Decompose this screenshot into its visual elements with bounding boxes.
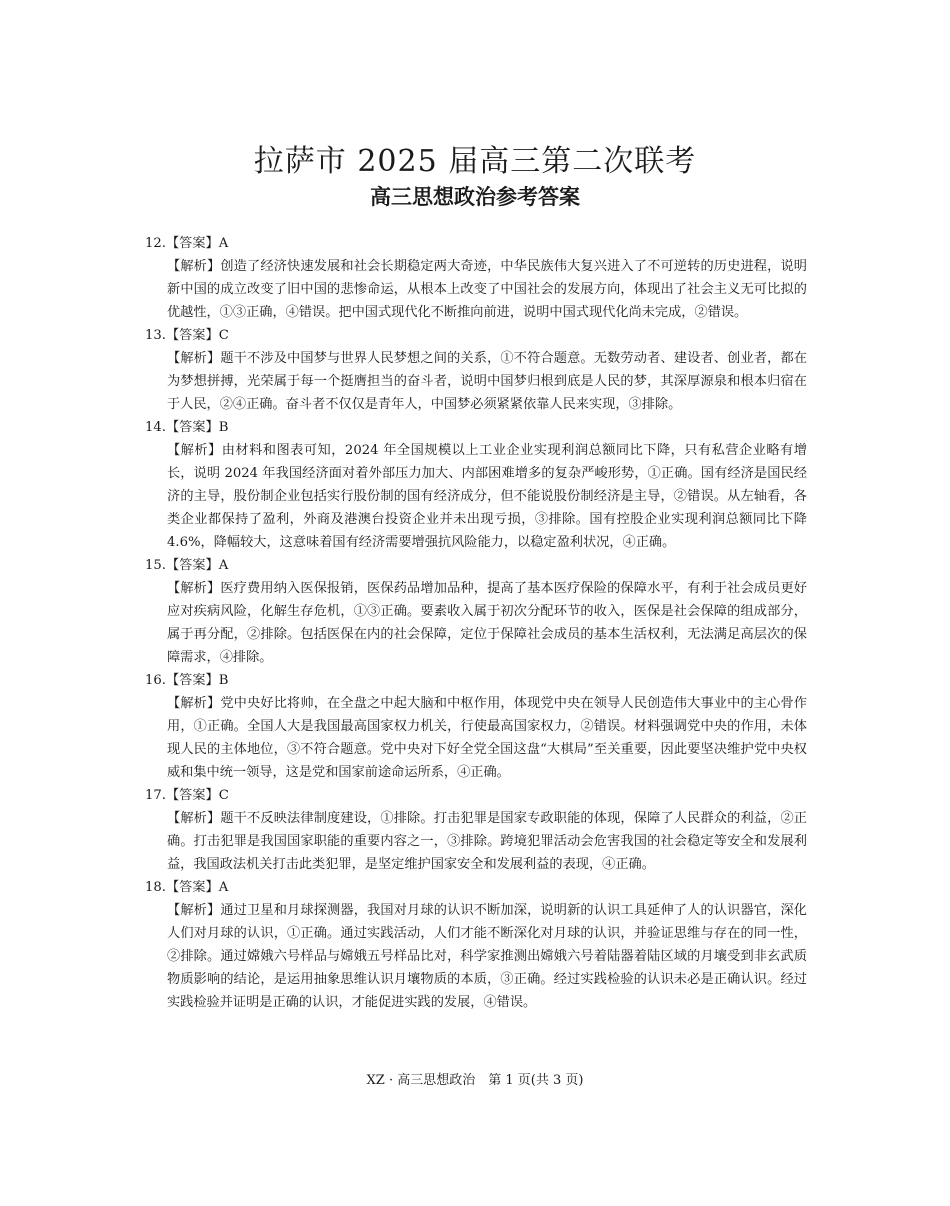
answer-line: 16.【答案】B (145, 673, 229, 688)
analysis-paragraph: 【解析】党中央好比将帅，在全盘之中起大脑和中枢作用，体现党中央在领导人民创造伟大事业中的主心骨作用，①正确。全国人大是我国最高国家权力机关，行使最高国家权力，②错误。材料强调党中央的作用，未体现人民的主体地位，③不符合题意。党中央对下好全党全国这盘“大棋局”至关重要，因此要坚决维护党中央权威和集中统一领导，这是党和国家前途命运所系，④正确。 (167, 696, 807, 780)
analysis-paragraph: 【解析】创造了经济快速发展和社会长期稳定两大奇迹，中华民族伟大复兴进入了不可逆转的历史进程，说明新中国的成立改变了旧中国的悲惨命运，从根本上改变了中国社会的发展方向，体现出了社会主义无可比拟的优越性，①③正确，④错误。把中国式现代化不断推向前进，说明中国式现代化尚未完成，②错误。 (167, 259, 807, 320)
analysis-paragraph: 【解析】通过卫星和月球探测器，我国对月球的认识不断加深，说明新的认识工具延伸了人的认识器官，深化人们对月球的认识，①正确。通过实践活动，人们才能不断深化对月球的认识，并验证思维与存在的同一性，②排除。通过嫦娥六号样品与嫦娥五号样品比对，科学家推测出嫦娥六号着陆器着陆区域的月壤受到非玄武质物质影响的结论，是运用抽象思维认识月壤物质的本质，③正确。经过实践检验的认识未必是正确认识。经过实践检验并证明是正确的认识，才能促进实践的发展，④错误。 (167, 903, 807, 1010)
analysis-paragraph: 【解析】医疗费用纳入医保报销，医保药品增加品种，提高了基本医疗保险的保障水平，有利于社会成员更好应对疾病风险，化解生存危机，①③正确。要素收入属于初次分配环节的收入，医保是社会保障的组成部分，属于再分配，②排除。包括医保在内的社会保障，定位于保障社会成员的基本生活权利，无法满足高层次的保障需求，④排除。 (167, 581, 807, 665)
question-block-16 (145, 669, 807, 784)
answer-line: 15.【答案】A (145, 558, 229, 573)
question-block-17 (145, 784, 807, 876)
exam-title: 拉萨市 2025 届高三第二次联考 (253, 144, 697, 179)
answer-line: 13.【答案】C (145, 328, 229, 343)
analysis-paragraph: 【解析】题干不反映法律制度建设，①排除。打击犯罪是国家专政职能的体现，保障了人民群众的利益，②正确。打击犯罪是我国国家职能的重要内容之一，③排除。跨境犯罪活动会危害我国的社会稳定等安全和发展利益，我国政法机关打击此类犯罪，是坚定维护国家安全和发展利益的表现，④正确。 (167, 811, 807, 872)
analysis-paragraph: 【解析】由材料和图表可知，2024 年全国规模以上工业企业实现利润总额同比下降，只有私营企业略有增长，说明 2024 年我国经济面对着外部压力加大、内部困难增多的复杂严峻形势，①正确。国有经济是国民经济的主导，股份制企业包括实行股份制的国有经济成分，但不能说股份制经济是主导，②错误。从左轴看，各类企业都保持了盈利，外商及港澳台投资企业并未出现亏损，③排除。国有控股企业实现利润总额同比下降 4.6%，降幅较大，这意味着国有经济需要增强抗风险能力，以稳定盈利状况，④正确。 (167, 443, 807, 550)
page-footer: XZ · 高三思想政治 第 1 页(共 3 页) (366, 1073, 584, 1088)
question-block-15 (145, 554, 807, 669)
question-block-12 (145, 232, 807, 324)
answer-list (145, 232, 807, 1014)
answer-line: 17.【答案】C (145, 788, 229, 803)
question-block-18 (145, 876, 807, 1014)
answer-line: 14.【答案】B (145, 420, 229, 435)
analysis-paragraph: 【解析】题干不涉及中国梦与世界人民梦想之间的关系，①不符合题意。无数劳动者、建设者、创业者，都在为梦想拼搏，光荣属于每一个挺膺担当的奋斗者，说明中国梦归根到底是人民的梦，其深厚源泉和根本归宿在于人民，②④正确。奋斗者不仅仅是青年人，中国梦必须紧紧依靠人民来实现，③排除。 (167, 351, 807, 412)
question-block-13 (145, 324, 807, 416)
answer-line: 12.【答案】A (145, 236, 229, 251)
answer-key-subtitle: 高三思想政治参考答案 (370, 185, 580, 209)
answer-line: 18.【答案】A (145, 880, 229, 895)
question-block-14 (145, 416, 807, 554)
